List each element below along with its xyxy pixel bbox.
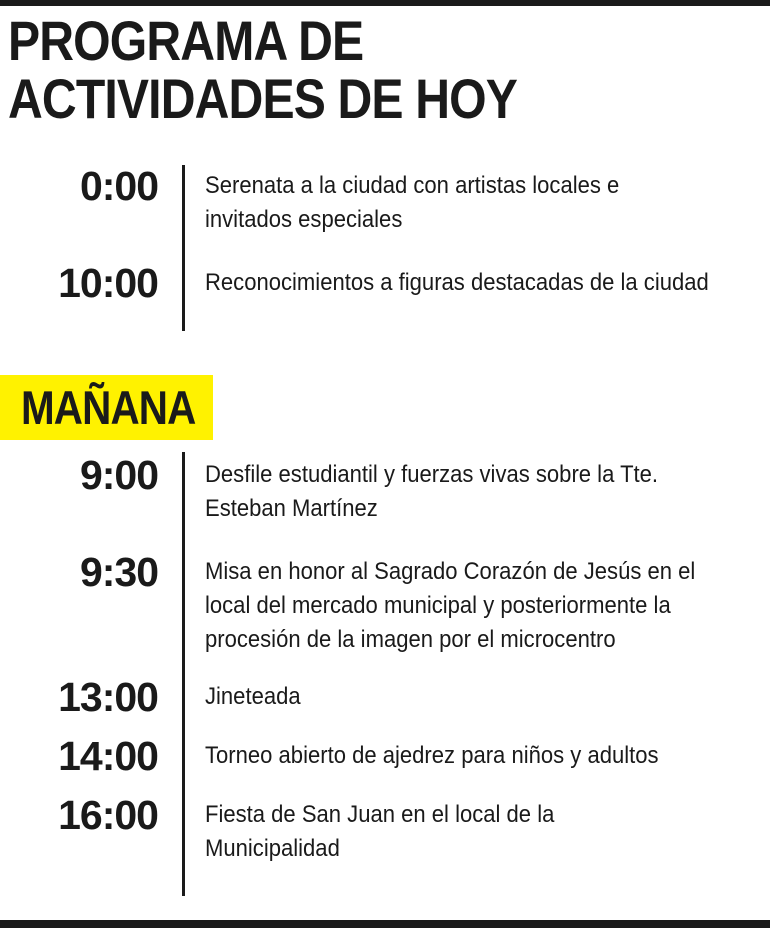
event-description: Torneo abierto de ajedrez para niños y adultos bbox=[205, 742, 659, 769]
title-line-2: ACTIVIDADES DE HOY bbox=[8, 67, 517, 130]
event-description: Desfile estudiantil y fuerzas vivas sobre la Tte. Esteban Martínez bbox=[205, 461, 659, 522]
page-title bbox=[8, 9, 653, 130]
event-description: Serenata a la ciudad con artistas locales e invitados especiales bbox=[205, 172, 620, 233]
schedule-row bbox=[0, 260, 770, 306]
tomorrow-label: MAÑANA bbox=[21, 381, 196, 434]
event-description: Reconocimientos a figuras destacadas de la ciudad bbox=[205, 269, 709, 296]
title-line-1: PROGRAMA DE bbox=[8, 9, 364, 72]
schedule-row bbox=[0, 733, 770, 779]
event-time: 16:00 bbox=[58, 792, 158, 838]
schedule-row bbox=[0, 452, 770, 526]
event-time: 0:00 bbox=[79, 163, 158, 209]
event-description: Fiesta de San Juan en el local de la Municipalidad bbox=[205, 801, 555, 862]
event-time: 9:00 bbox=[79, 452, 158, 498]
schedule-row bbox=[0, 549, 770, 657]
schedule-row bbox=[0, 163, 770, 237]
bottom-rule bbox=[0, 920, 770, 928]
tomorrow-banner bbox=[0, 375, 213, 440]
tomorrow-schedule bbox=[0, 452, 770, 866]
event-time: 13:00 bbox=[58, 674, 158, 720]
event-description: Misa en honor al Sagrado Corazón de Jesús en el local del mercado municipal y posteriormente la procesión de la imagen por el microcentro bbox=[205, 558, 696, 653]
top-rule bbox=[0, 0, 770, 6]
event-time: 14:00 bbox=[58, 733, 158, 779]
schedule-row bbox=[0, 674, 770, 720]
event-time: 9:30 bbox=[79, 549, 158, 595]
today-schedule bbox=[0, 163, 770, 306]
schedule-row bbox=[0, 792, 770, 866]
event-description: Jineteada bbox=[205, 683, 301, 710]
event-time: 10:00 bbox=[58, 260, 158, 306]
